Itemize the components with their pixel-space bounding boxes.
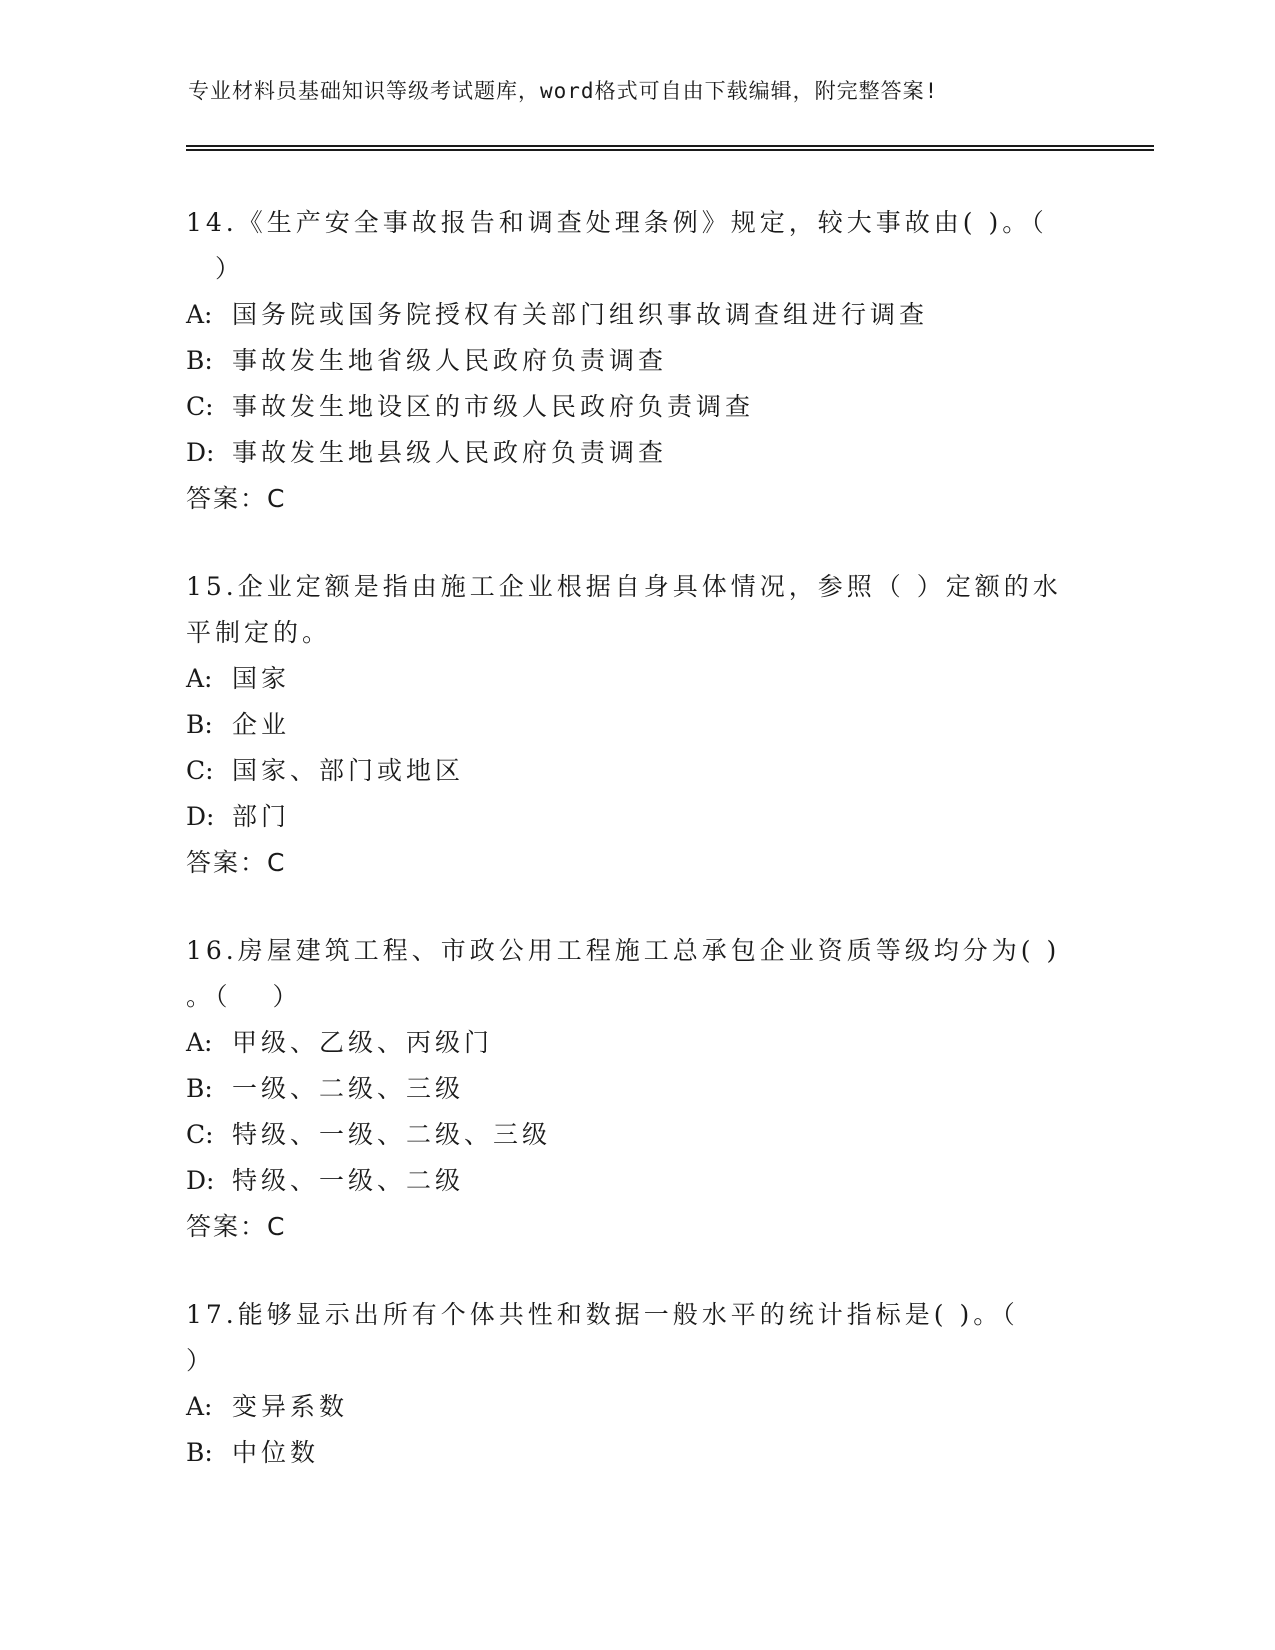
question-16 <box>186 928 1066 1250</box>
option-letter: A: <box>186 1028 213 1057</box>
option-d <box>186 794 1066 840</box>
option-a <box>186 1384 1066 1430</box>
option-d <box>186 430 1066 476</box>
option-b <box>186 702 1066 748</box>
option-text: 企业 <box>232 710 291 739</box>
option-letter: A: <box>186 1392 213 1421</box>
option-letter: C: <box>186 1120 214 1149</box>
option-text: 中位数 <box>232 1438 320 1467</box>
option-c <box>186 748 1066 794</box>
option-letter: B: <box>186 1074 213 1103</box>
option-letter: D: <box>186 1166 215 1195</box>
option-letter: C: <box>186 392 214 421</box>
option-d <box>186 1158 1066 1204</box>
option-b <box>186 1066 1066 1112</box>
answer-line: 答案：C <box>186 1212 287 1241</box>
option-a <box>186 656 1066 702</box>
option-letter: D: <box>186 802 215 831</box>
option-text: 甲级、乙级、丙级门 <box>232 1028 494 1057</box>
option-text: 国家 <box>232 664 291 693</box>
option-letter: B: <box>186 1438 213 1467</box>
option-text: 事故发生地县级人民政府负责调查 <box>232 438 668 467</box>
answer-line: 答案：C <box>186 848 287 877</box>
question-15 <box>186 564 1066 886</box>
option-letter: D: <box>186 438 215 467</box>
option-text: 部门 <box>232 802 291 831</box>
option-letter: A: <box>186 300 213 329</box>
option-letter: B: <box>186 710 213 739</box>
option-a <box>186 1020 1066 1066</box>
option-b <box>186 1430 1066 1476</box>
option-text: 特级、一级、二级、三级 <box>232 1120 552 1149</box>
question-stem: 15.企业定额是指由施工企业根据自身具体情况，参照（ ）定额的水平制定的。 <box>186 572 1062 647</box>
option-letter: C: <box>186 756 214 785</box>
question-17 <box>186 1292 1066 1476</box>
option-letter: A: <box>186 664 213 693</box>
question-14 <box>186 200 1066 522</box>
question-stem: 16.房屋建筑工程、市政公用工程施工总承包企业资质等级均分为( ) 。（ ） <box>186 936 1061 1011</box>
answer-line: 答案：C <box>186 484 287 513</box>
option-text: 事故发生地省级人民政府负责调查 <box>232 346 668 375</box>
option-text: 国家、部门或地区 <box>232 756 465 785</box>
option-text: 事故发生地设区的市级人民政府负责调查 <box>232 392 755 421</box>
page-header: 专业材料员基础知识等级考试题库，word格式可自由下载编辑，附完整答案! <box>188 79 939 103</box>
option-a <box>186 292 1066 338</box>
question-stem: 14.《生产安全事故报告和调查处理条例》规定，较大事故由( )。（ ） <box>186 208 1048 283</box>
option-c <box>186 384 1066 430</box>
header-divider <box>186 145 1154 151</box>
option-text: 国务院或国务院授权有关部门组织事故调查组进行调查 <box>232 300 929 329</box>
question-stem: 17.能够显示出所有个体共性和数据一般水平的统计指标是( )。（ ） <box>186 1300 1019 1375</box>
option-text: 变异系数 <box>232 1392 349 1421</box>
option-text: 特级、一级、二级 <box>232 1166 465 1195</box>
option-letter: B: <box>186 346 213 375</box>
option-text: 一级、二级、三级 <box>232 1074 465 1103</box>
option-b <box>186 338 1066 384</box>
option-c <box>186 1112 1066 1158</box>
